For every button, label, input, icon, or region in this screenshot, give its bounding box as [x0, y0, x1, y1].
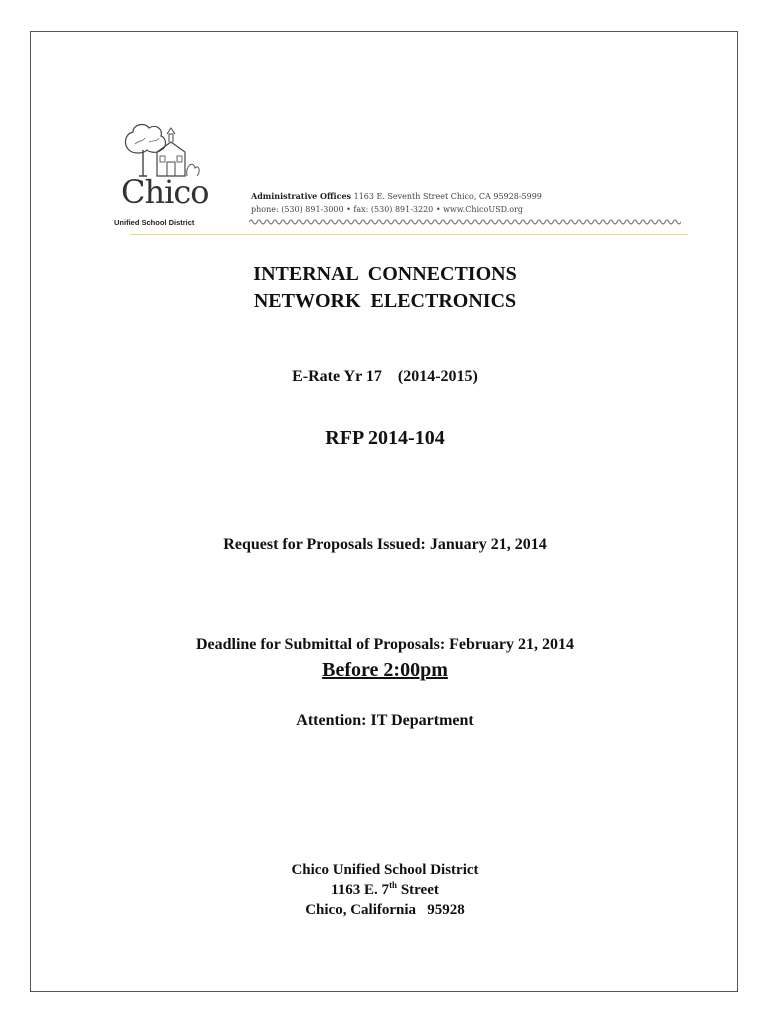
decorative-squiggle: [249, 218, 681, 226]
deadline-time: Before 2:00pm: [322, 659, 448, 681]
district-logo: [111, 120, 221, 232]
district-name: Chico Unified School District: [291, 862, 479, 878]
contact-line: phone: (530) 891-3000 • fax: (530) 891-3220 • www.ChicoUSD.org: [251, 205, 523, 214]
attention-line: Attention: IT Department: [296, 712, 474, 729]
issued-date: Request for Proposals Issued: January 21, 2014: [223, 536, 547, 553]
district-address-block: [31, 860, 739, 920]
logo-wordmark: Chico: [121, 173, 209, 211]
street-suffix: th: [389, 880, 398, 890]
document-title: [31, 261, 739, 315]
erate-year: E-Rate Yr 17 (2014-2015): [292, 368, 478, 385]
office-label: Administrative Offices: [251, 191, 352, 201]
office-address: 1163 E. Seventh Street Chico, CA 95928-5999: [353, 192, 542, 201]
letterhead-rule: [131, 234, 688, 235]
title-line-1: INTERNAL CONNECTIONS: [253, 263, 517, 285]
office-address-line: [251, 191, 542, 201]
district-street: [31, 880, 739, 900]
letterhead: [111, 120, 687, 240]
district-city: Chico, California 95928: [305, 902, 465, 918]
deadline-date: Deadline for Submittal of Proposals: February 21, 2014: [195, 636, 575, 653]
document-page: [30, 31, 738, 992]
logo-subtitle: Unified School District: [114, 218, 195, 227]
schoolhouse-tree-icon: [121, 120, 201, 180]
street-name: Street: [397, 882, 439, 898]
street-number: 1163 E. 7: [331, 882, 390, 898]
title-line-2: NETWORK ELECTRONICS: [253, 290, 517, 312]
rfp-number: RFP 2014-104: [325, 427, 445, 449]
